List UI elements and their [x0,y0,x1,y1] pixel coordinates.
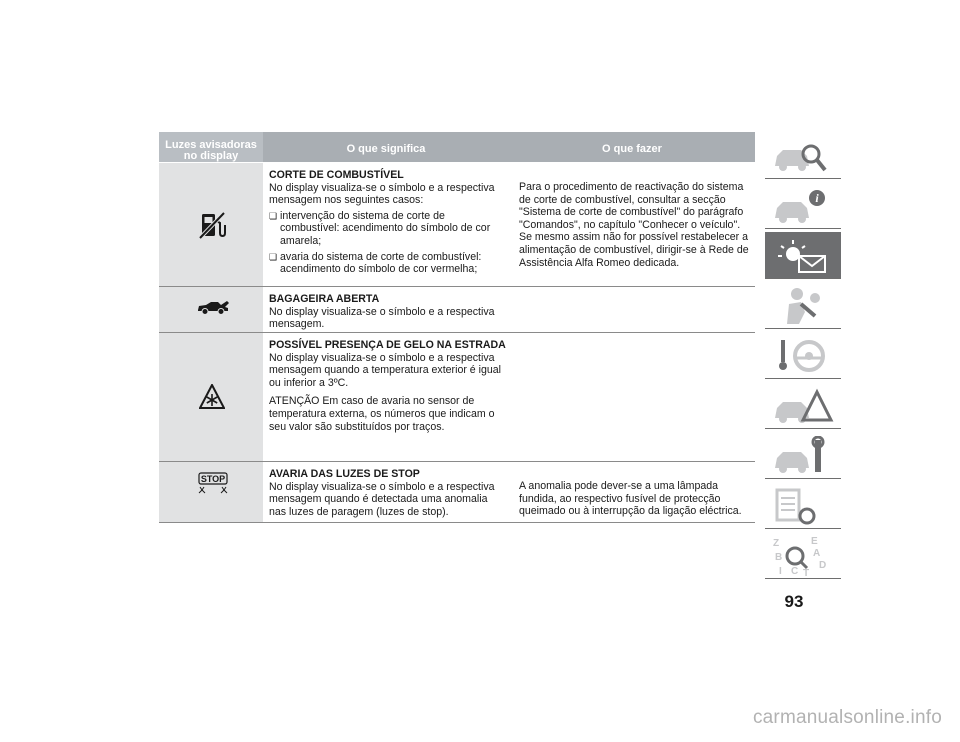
stop-lights-icon [195,472,231,496]
car-maintenance-icon [771,436,835,476]
tab-car-info[interactable] [765,182,841,229]
header-meaning-column: O que significa [346,143,426,155]
svg-text:i: i [815,191,819,205]
row-text: No display visualiza-se o símbolo e a respectiva mensagem nos seguintes casos: [269,181,495,207]
watermark: carmanualsonline.info [752,707,942,728]
alphabetical-index-icon [771,536,835,576]
svg-text:D: D [819,560,827,571]
header-action-column: O que fazer [602,143,662,155]
warning-light-icon [771,236,835,276]
row-title: CORTE DE COMBUSTÍVEL [269,169,404,181]
car-info-icon [771,186,835,226]
svg-text:Z: Z [773,538,780,549]
svg-text:T: T [803,568,810,576]
technical-data-icon [771,486,835,526]
svg-text:C: C [791,566,799,576]
ice-warning-icon [199,384,225,410]
row-title: POSSÍVEL PRESENÇA DE GELO NA ESTRADA [269,339,506,351]
car-emergency-icon [771,386,835,426]
svg-text:A: A [813,548,821,559]
tab-safety[interactable] [765,282,841,329]
tab-emergency[interactable] [765,382,841,429]
row-text: No display visualiza-se o símbolo e a respectiva mensagem quando a temperatura exterior é igual ou inferior a 3ºC. [269,351,502,389]
row-title: BAGAGEIRA ABERTA [269,293,380,305]
list-item: ❏ avaria do sistema de corte de combustível: acendimento do símbolo de cor vermelha; [269,251,507,276]
warning-lights-table [159,132,755,518]
open-trunk-icon [196,299,230,315]
row-text: No display visualiza-se o símbolo e a respectiva mensagem. [269,305,495,331]
table-row [159,333,755,462]
row-action: Para o procedimento de reactivação do sistema de corte de combustível, consultar a secção "Sistema de corte de combustível" do parágrafo "Comandos", no capítulo "Conhecer o veículo". Se mesmo assim não for possível restabelecer a alimentação de combustível, dirigir-se à Rede de Assistência Alfa Romeo dedicada. [519,181,749,269]
car-search-icon [771,136,835,176]
tab-warning-lights[interactable] [765,232,841,279]
table-row [159,462,755,523]
row-action: A anomalia pode dever-se a uma lâmpada fundida, ao respectivo fusível de protecção queimado ou à interrupção da ligação eléctrica. [519,480,742,518]
table-header [159,132,755,162]
fuel-cutoff-icon [199,210,227,240]
svg-text:B: B [775,552,783,563]
steering-wheel-icon [771,336,835,376]
row-title: AVARIA DAS LUZES DE STOP [269,468,420,480]
tab-maintenance[interactable] [765,432,841,479]
tab-car-search[interactable] [765,132,841,179]
table-row [159,163,755,287]
header-icon-column: Luzes avisadoras no display [165,139,257,162]
row-text: No display visualiza-se o símbolo e a respectiva mensagem quando é detectada uma anomalia nas luzes de paragem (luzes de stop). [269,480,495,518]
safety-airbag-icon [771,286,835,326]
list-item: ❏ intervenção do sistema de corte de combustível: acendimento do símbolo de cor amarela; [269,210,507,248]
warning-note: ATENÇÃO Em caso de avaria no sensor de temperatura externa, os números que indicam o seu valor são substituídos por traços. [269,395,495,433]
tab-technical-data[interactable] [765,482,841,529]
svg-text:I: I [779,566,782,576]
svg-text:E: E [811,536,818,547]
tab-alphabetical-index[interactable] [765,532,841,579]
table-row [159,287,755,333]
svg-text:STOP: STOP [200,474,226,484]
page-number: 93 [784,592,804,611]
tab-starting-driving[interactable] [765,332,841,379]
